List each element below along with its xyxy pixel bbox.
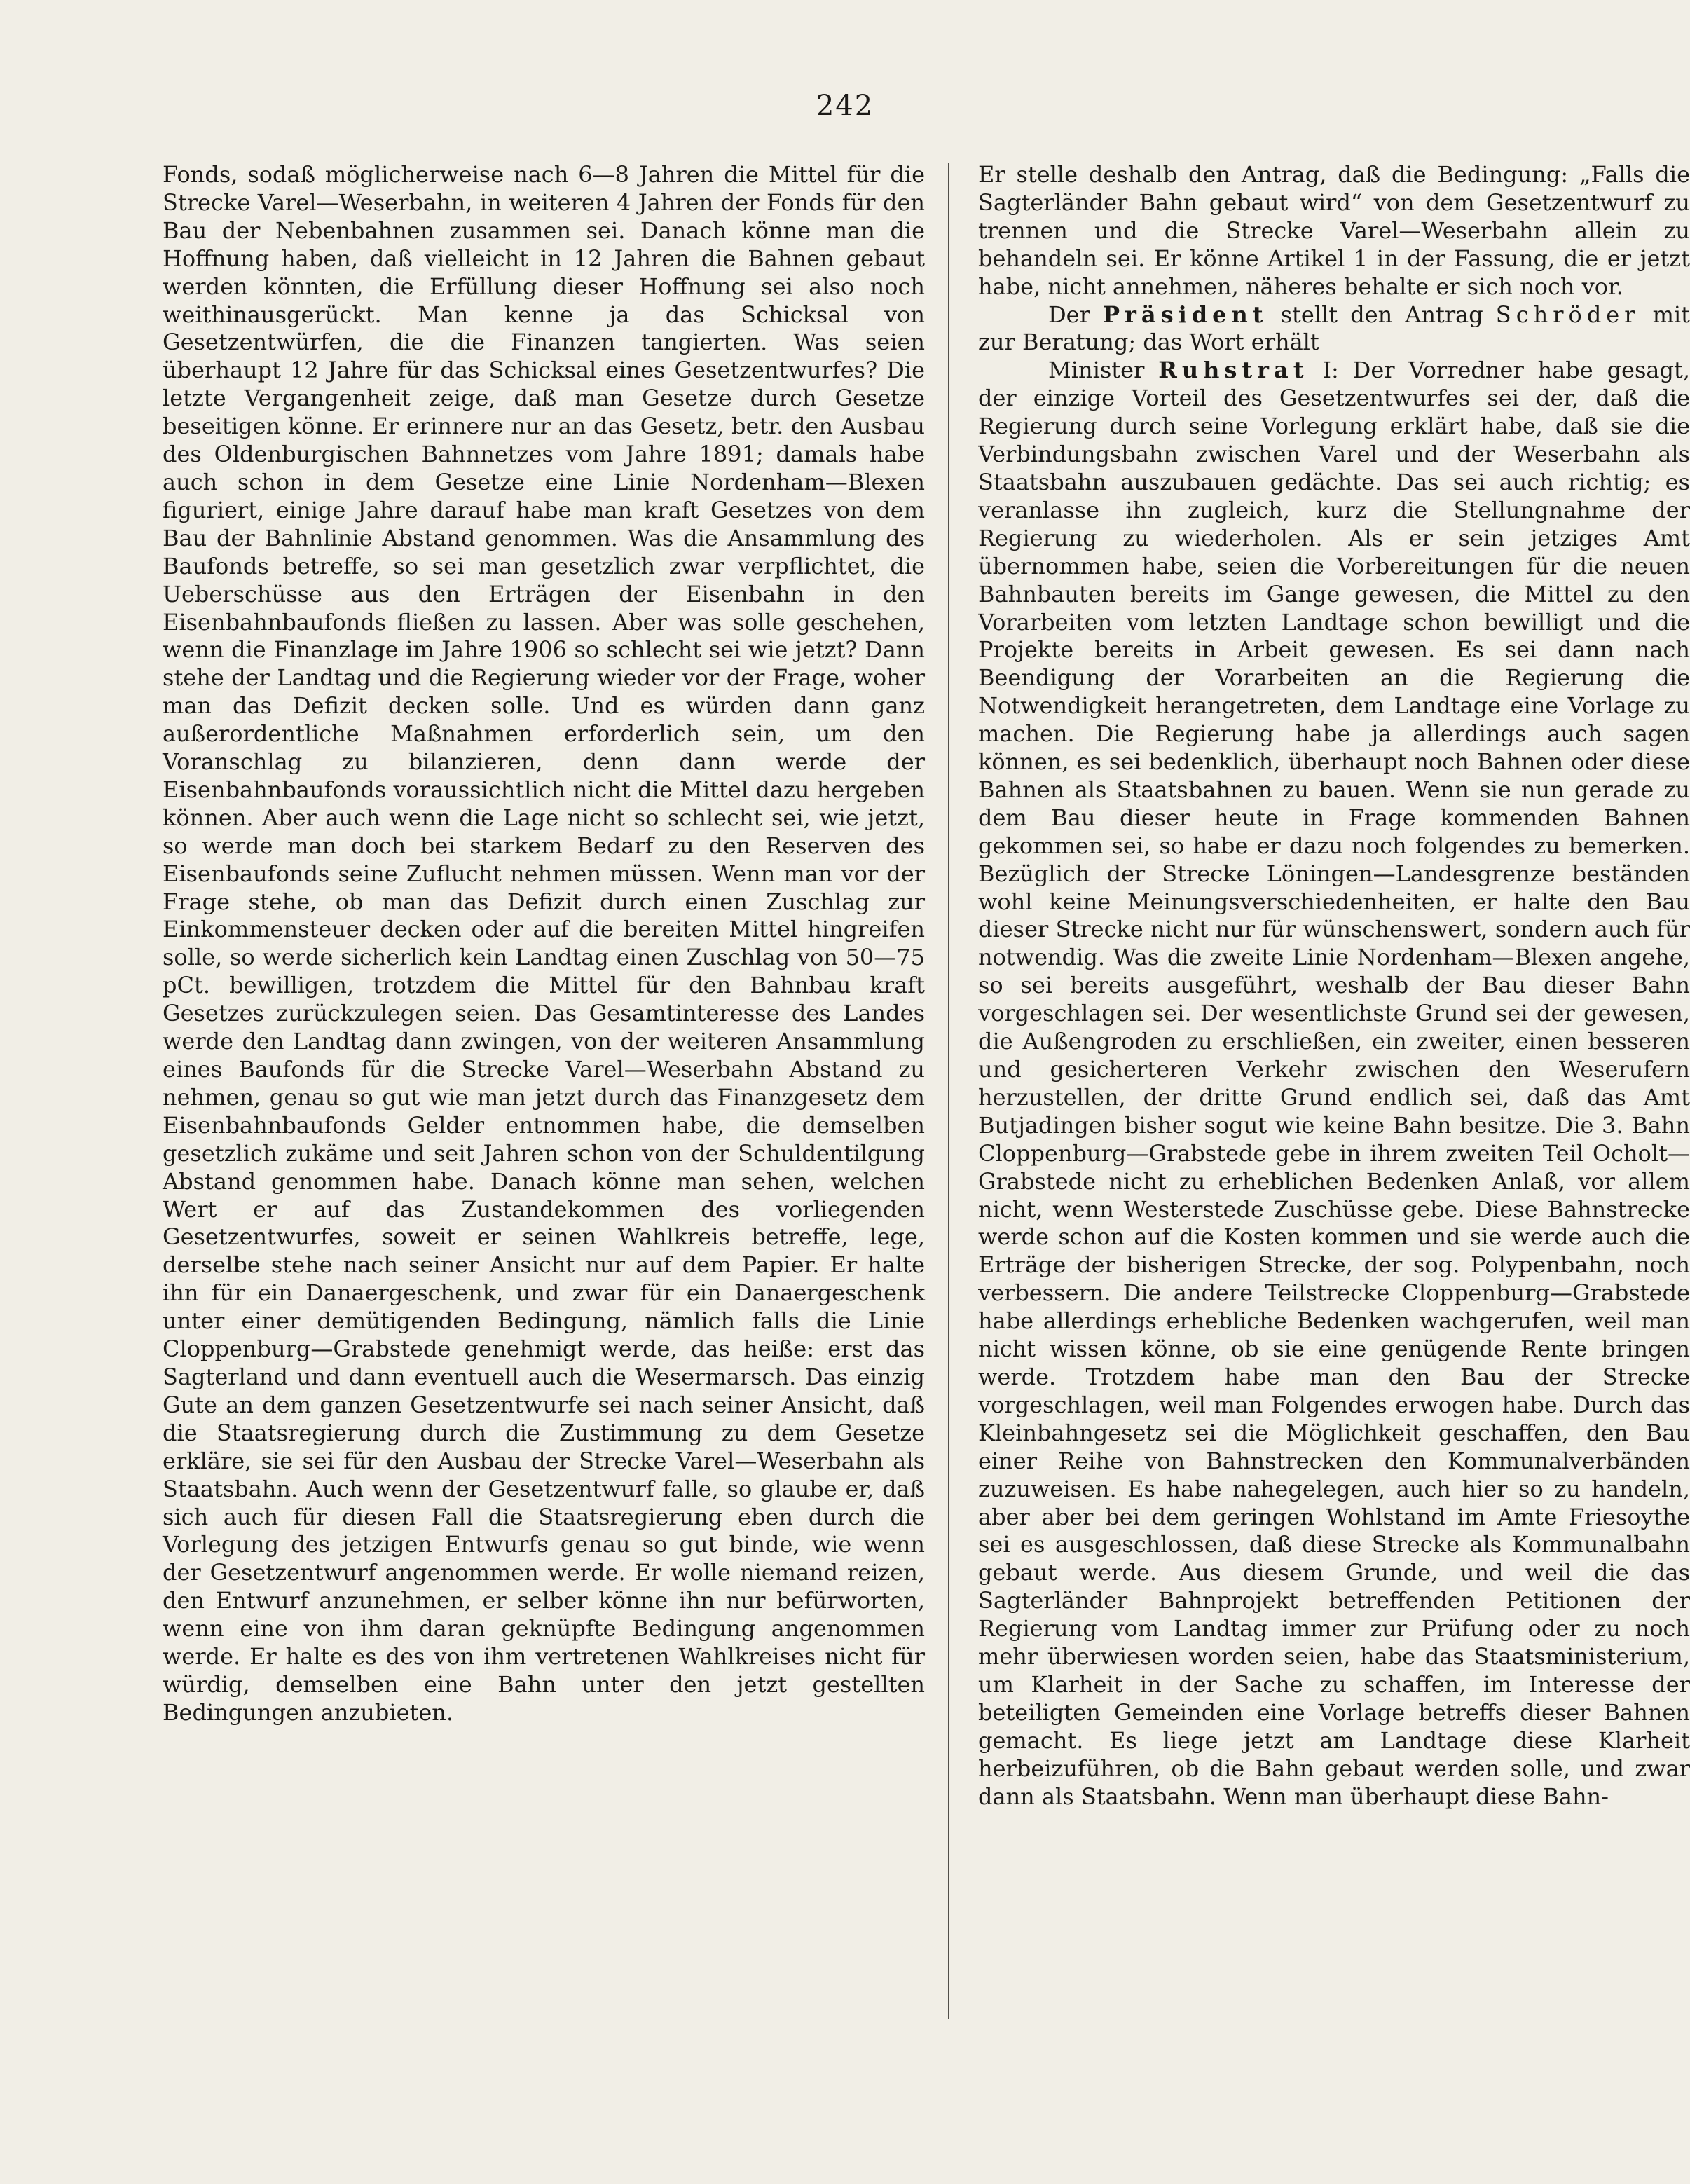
right-paragraph-president <box>978 301 1690 357</box>
text-segment: Minister <box>1048 357 1159 384</box>
right-column <box>978 161 1690 1811</box>
speaker-president: Präsident <box>1102 301 1268 328</box>
text-segment: mit zur Beratung; das Wort erhält <box>978 301 1690 356</box>
text-segment: I: Der Vorredner habe gesagt, der einzige Vorteil des Gesetzentwurfes sei der, daß die Regierung durch seine Vorlegung erklärt habe, daß sie die Verbindungsbahn zwischen Varel und der Weserbahn als Staatsbahn auszubauen gedächte. Das sei auch richtig; es veranlasse ihn zugleich, kurz die Stellungnahme der Regierung zu wiederholen. Als er sein jetziges Amt übernommen habe, seien die Vorbereitungen für die neuen Bahnbauten bereits im Gange gewesen, die Mittel zu den Vorarbeiten vom letzten Landtage schon bewilligt und die Projekte bereits in Arbeit gewesen. Es sei dann nach Beendigung der Vorarbeiten an die Regierung die Notwendigkeit herangetreten, dem Landtage eine Vorlage zu machen. Die Regierung habe ja allerdings auch sagen können, es sei bedenklich, überhaupt noch Bahnen oder diese Bahnen als Staatsbahnen zu bauen. Wenn sie nun gerade zu dem Bau dieser heute in Frage kommenden Bahnen gekommen sei, so habe er dazu noch folgendes zu bemerken. Bezüglich der Strecke Löningen—Landesgrenze beständen wohl keine Meinungsverschiedenheiten, er halte den Bau dieser Strecke nicht nur für wünschenswert, sondern auch für notwendig. Was die zweite Linie Nordenham—Blexen angehe, so sei bereits ausgeführt, weshalb der Bau dieser Bahn vorgeschlagen sei. Der wesentlichste Grund sei der gewesen, die Außengroden zu erschließen, ein zweiter, einen besseren und gesicherteren Verkehr zwischen den Weserufern herzustellen, der dritte Grund endlich sei, daß das Amt Butjadingen bisher sogut wie keine Bahn besitze. Die 3. Bahn Cloppenburg—Grabstede gebe in ihrem zweiten Teil Ocholt—Grabstede nicht zu erheblichen Bedenken Anlaß, vor allem nicht, wenn Westerstede Zuschüsse gebe. Diese Bahnstrecke werde schon auf die Kosten kommen und sie werde auch die Erträge der bisherigen Strecke, der sog. Polypenbahn, noch verbessern. Die andere Teilstrecke Cloppenburg—Grabstede habe allerdings erhebliche Bedenken wachgerufen, weil man nicht wissen könne, ob sie eine genügende Rente bringen werde. Trotzdem habe man den Bau der Strecke vorgeschlagen, weil man Folgendes erwogen habe. Durch das Kleinbahngesetz sei die Möglichkeit geschaffen, den Bau einer Reihe von Bahnstrecken den Kommunalverbänden zuzuweisen. Es habe nahegelegen, auch hier so zu handeln, aber aber bei dem geringen Wohlstand im Amte Friesoythe sei es ausgeschlossen, daß diese Strecke als Kommunalbahn gebaut werde. Aus diesem Grunde, und weil die das Sagterländer Bahnprojekt betreffenden Petitionen der Regierung vom Landtag immer zur Prüfung oder zu noch mehr überwiesen worden seien, habe das Staatsministerium, um Klarheit in der Sache zu schaffen, im Interesse der beteiligten Gemeinden eine Vorlage betreffs dieser Bahnen gemacht. Es liege jetzt am Landtage diese Klarheit herbeizuführen, ob die Bahn gebaut werden solle, und zwar dann als Staatsbahn. Wenn man überhaupt diese Bahn- <box>978 357 1690 1810</box>
text-segment: stellt den Antrag <box>1268 301 1496 328</box>
left-column <box>163 161 925 1727</box>
speaker-name-ruhstrat: Ruhstrat <box>1158 357 1309 384</box>
text-segment: Der <box>1048 301 1103 328</box>
speaker-name-schroeder: Schröder <box>1495 301 1640 328</box>
page-number: 242 <box>816 90 874 122</box>
right-paragraph-minister <box>978 357 1690 1811</box>
left-paragraph: Fonds, sodaß möglicherweise nach 6—8 Jahren die Mittel für die Strecke Varel—Weserbahn, in weiteren 4 Jahren der Fonds für den Bau der Nebenbahnen zusammen sei. Danach könne man die Hoffnung haben, daß vielleicht in 12 Jahren die Bahnen gebaut werden könnten, die Erfüllung dieser Hoffnung sei also noch weithinausgerückt. Man kenne ja das Schicksal von Gesetzentwürfen, die die Finanzen tangierten. Was seien überhaupt 12 Jahre für das Schicksal eines Gesetzentwurfes? Die letzte Vergangenheit zeige, daß man Gesetze durch Gesetze beseitigen könne. Er erinnere nur an das Gesetz, betr. den Ausbau des Oldenburgischen Bahnnetzes vom Jahre 1891; damals habe auch schon in dem Gesetze eine Linie Nordenham—Blexen figuriert, einige Jahre darauf habe man kraft Gesetzes von dem Bau der Bahnlinie Abstand genommen. Was die Ansammlung des Baufonds betreffe, so sei man gesetzlich zwar verpflichtet, die Ueberschüsse aus den Erträgen der Eisenbahn in den Eisenbahnbaufonds fließen zu lassen. Aber was solle geschehen, wenn die Finanzlage im Jahre 1906 so schlecht sei wie jetzt? Dann stehe der Landtag und die Regierung wieder vor der Frage, woher man das Defizit decken solle. Und es würden dann ganz außerordentliche Maßnahmen erforderlich sein, um den Voranschlag zu bilanzieren, denn dann werde der Eisenbahnbaufonds voraussichtlich nicht die Mittel dazu hergeben können. Aber auch wenn die Lage nicht so schlecht sei, wie jetzt, so werde man doch bei starkem Bedarf zu den Reserven des Eisenbaufonds seine Zuflucht nehmen müssen. Wenn man vor der Frage stehe, ob man das Defizit durch einen Zuschlag zur Einkommensteuer decken oder auf die bereiten Mittel hingreifen solle, so werde sicherlich kein Landtag einen Zuschlag von 50—75 pCt. bewilligen, trotzdem die Mittel für den Bahnbau kraft Gesetzes zurückzulegen seien. Das Gesamtinteresse des Landes werde den Landtag dann zwingen, von der weiteren Ansammlung eines Baufonds für die Strecke Varel—Weserbahn Abstand zu nehmen, genau so gut wie man jetzt durch das Finanzgesetz dem Eisenbahnbaufonds Gelder entnommen habe, die demselben gesetzlich zukäme und seit Jahren schon von der Schuldentilgung Abstand genommen habe. Danach könne man sehen, welchen Wert er auf das Zustandekommen des vorliegenden Gesetzentwurfes, soweit er seinen Wahlkreis betreffe, lege, derselbe stehe nach seiner Ansicht nur auf dem Papier. Er halte ihn für ein Danaergeschenk, und zwar für ein Danaergeschenk unter einer demütigenden Bedingung, nämlich falls die Linie Cloppenburg—Grabstede genehmigt werde, das heiße: erst das Sagterland und dann eventuell auch die Wesermarsch. Das einzig Gute an dem ganzen Gesetzentwurfe sei nach seiner Ansicht, daß die Staatsregierung durch die Zustimmung zu dem Gesetze erkläre, sie sei für den Ausbau der Strecke Varel—Weserbahn als Staatsbahn. Auch wenn der Gesetzentwurf falle, so glaube er, daß sich auch für diesen Fall die Staatsregierung eben durch die Vorlegung des jetzigen Entwurfs genau so gut binde, wie wenn der Gesetzentwurf angenommen werde. Er wolle niemand reizen, den Entwurf anzunehmen, er selber könne ihn nur befürworten, wenn eine von ihm daran geknüpfte Bedingung angenommen werde. Er halte es des von ihm vertretenen Wahlkreises nicht für würdig, demselben eine Bahn unter den jetzt gestellten Bedingungen anzubieten. <box>163 161 925 1726</box>
column-divider <box>948 163 949 2019</box>
right-paragraph-motion: Er stelle deshalb den Antrag, daß die Bedingung: „Falls die Sagterländer Bahn gebaut wird“ von dem Gesetzentwurf zu trennen und die Strecke Varel—Weserbahn allein zu behandeln sei. Er könne Artikel 1 in der Fassung, die er jetzt habe, nicht annehmen, näheres behalte er sich noch vor. <box>978 161 1690 300</box>
